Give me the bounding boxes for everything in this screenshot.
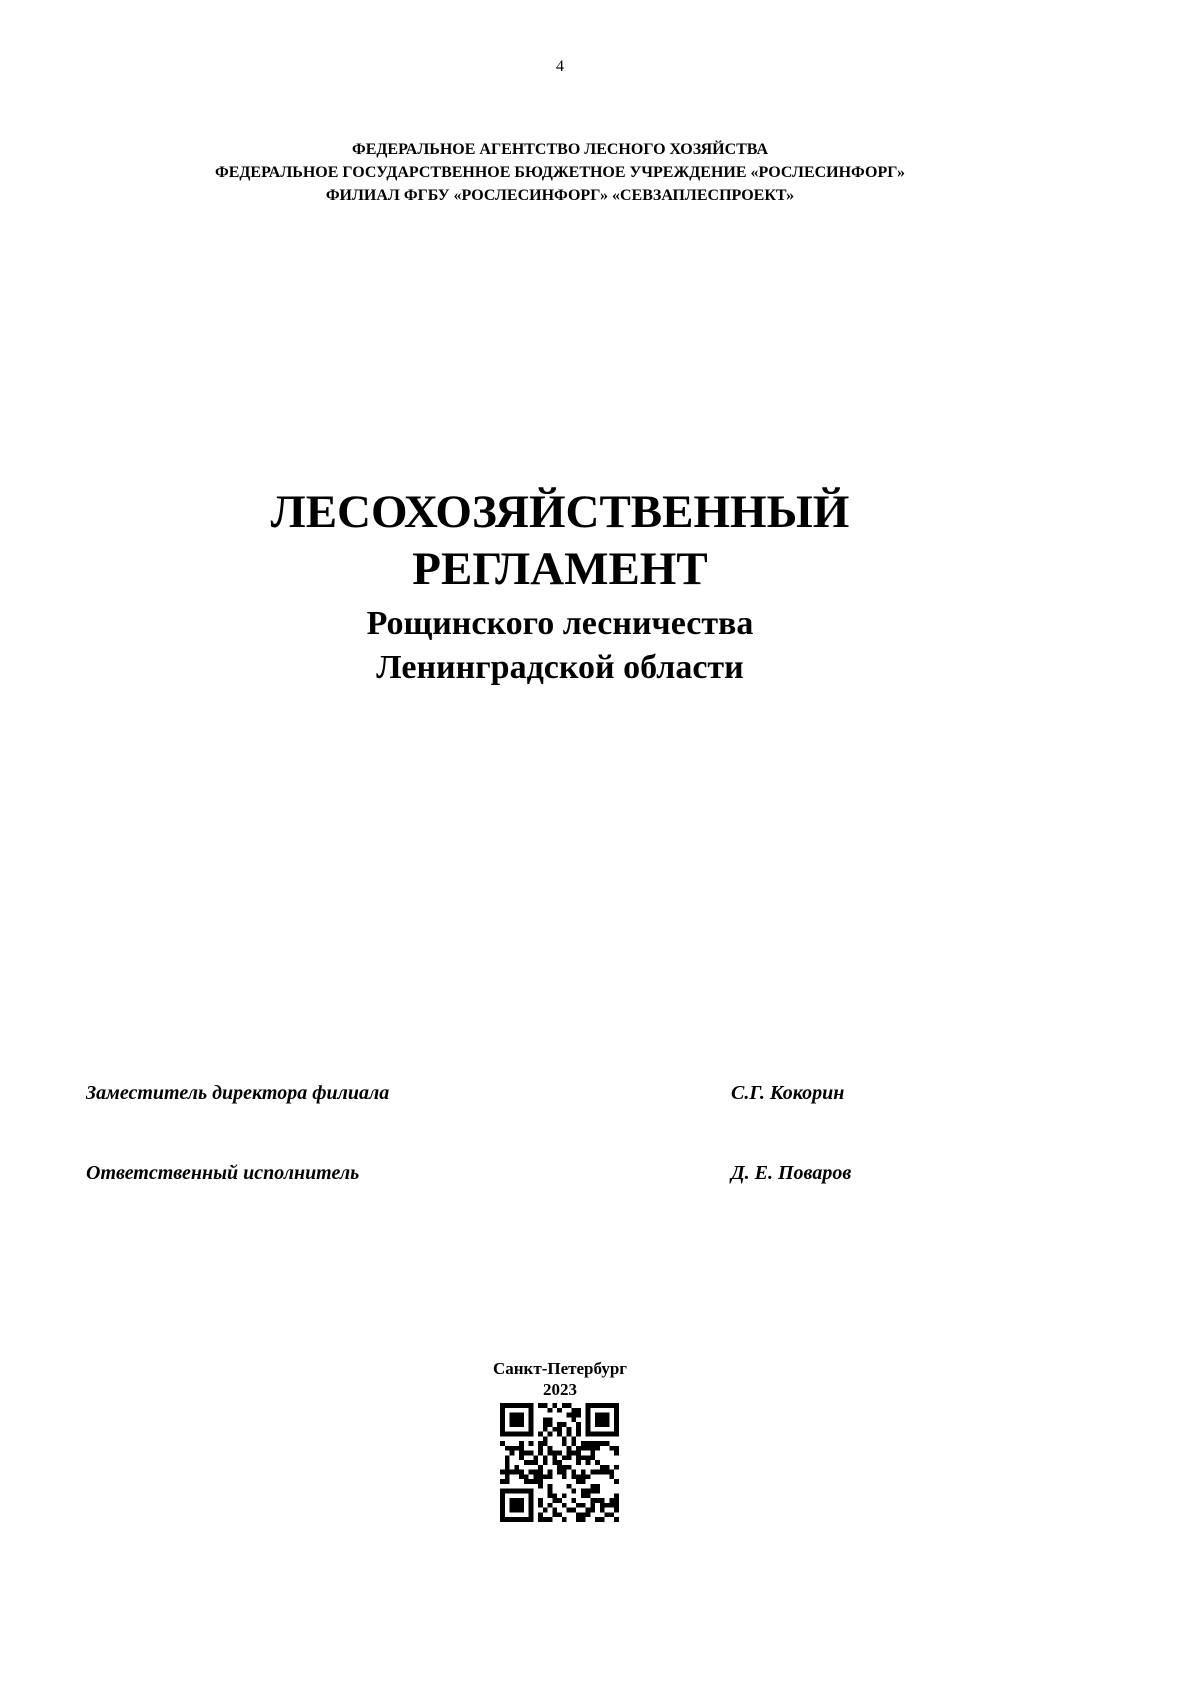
- signature-row-deputy-director: [86, 1082, 986, 1110]
- place-and-year: [0, 1358, 1120, 1400]
- header-line-branch: ФИЛИАЛ ФГБУ «РОСЛЕСИНФОРГ» «СЕВЗАПЛЕСПРОЕКТ»: [325, 187, 795, 204]
- page-number: 4: [556, 58, 564, 75]
- signature-role: Заместитель директора филиала: [86, 1082, 390, 1104]
- title-line-3: Рощинского лесничества: [366, 605, 754, 642]
- place-city: Санкт-Петербург: [492, 1359, 628, 1378]
- place-year: 2023: [543, 1380, 577, 1399]
- title-line-2: РЕГЛАМЕНТ: [412, 543, 708, 595]
- signature-role: Ответственный исполнитель: [86, 1162, 360, 1184]
- title-line-4: Ленинградской области: [376, 649, 744, 686]
- title-line-1: ЛЕСОХОЗЯЙСТВЕННЫЙ: [270, 486, 850, 538]
- signature-name: С.Г. Кокорин: [731, 1082, 845, 1104]
- organization-header: [0, 138, 1120, 207]
- signature-name: Д. Е. Поваров: [731, 1162, 852, 1184]
- header-line-agency: ФЕДЕРАЛЬНОЕ АГЕНТСТВО ЛЕСНОГО ХОЗЯЙСТВА: [351, 141, 769, 158]
- header-line-institution: ФЕДЕРАЛЬНОЕ ГОСУДАРСТВЕННОЕ БЮДЖЕТНОЕ УЧРЕЖДЕНИЕ «РОСЛЕСИНФОРГ»: [214, 164, 905, 181]
- qr-code-icon: [500, 1403, 619, 1522]
- document-title: [0, 484, 1120, 690]
- signature-row-executor: [86, 1162, 986, 1190]
